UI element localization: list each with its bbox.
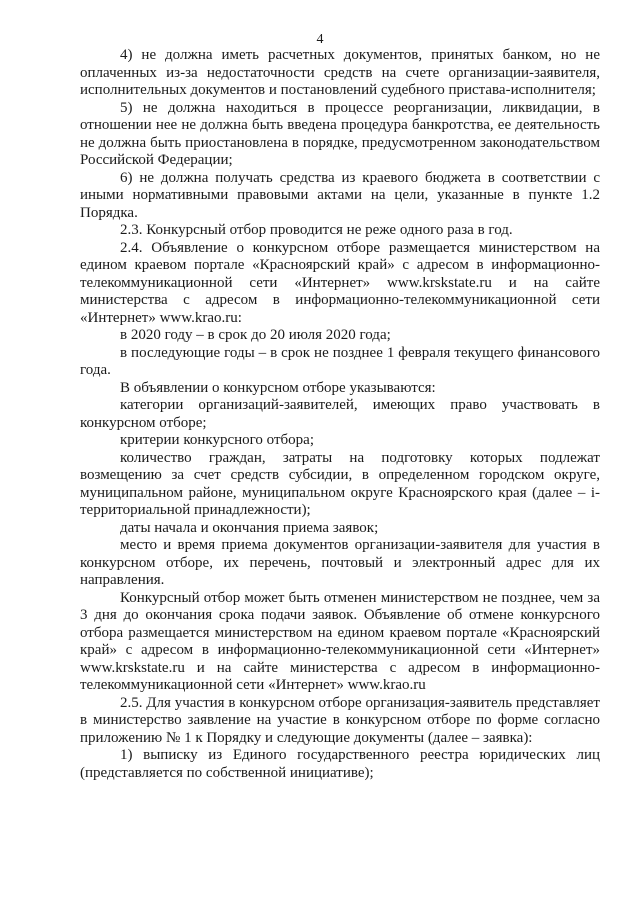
document-body xyxy=(80,47,600,782)
paragraph-place-and-time: место и время приема документов организации-заявителя для участия в конкурсном отборе, их перечень, почтовый и электронный адрес для их направления. xyxy=(80,537,600,588)
paragraph-deadline-2020: в 2020 году – в срок до 20 июля 2020 года; xyxy=(120,327,391,343)
paragraph-cancellation: Конкурсный отбор может быть отменен министерством не позднее, чем за 3 дня до окончания срока подачи заявок. Объявление об отмене конкурсного отбора размещается министерством на едином краевом портале «Красноярский край» с адресом в информационно-телекоммуникационной сети «Интернет» www.krskstate.ru и на сайте министерства с адресом в информационно-телекоммуникационной сети «Интернет» www.krao.ru xyxy=(80,589,600,693)
paragraph-deadline-following-years: в последующие годы – в срок не позднее 1 февраля текущего финансового года. xyxy=(80,344,600,378)
paragraph-application-dates: даты начала и окончания приема заявок; xyxy=(120,519,379,536)
paragraph-2-5: 2.5. Для участия в конкурсном отборе организация-заявитель представляет в министерство заявление на участие в конкурсном отборе по форме согласно приложению № 1 к Порядку и следующие документы (далее – заявка): xyxy=(80,694,600,746)
paragraph-number-of-citizens: количество граждан, затраты на подготовку которых подлежат возмещению за счет средств субсидии, в определенном городском округе, муниципальном районе, муниципальном округе Красноярского края (далее – i-территориальной принадлежности); xyxy=(80,449,600,518)
paragraph-2-3: 2.3. Конкурсный отбор проводится не реже одного раза в год. xyxy=(120,222,513,238)
paragraph-item-5: 5) не должна находиться в процессе реорганизации, ликвидации, в отношении нее не должна быть введена процедура банкротства, ее деятельность не должна быть приостановлена в порядке, предусмотренном законодательством Российской Федерации; xyxy=(80,99,600,168)
page-number: 4 xyxy=(316,32,324,47)
paragraph-announcement-contents: В объявлении о конкурсном отборе указываются: xyxy=(120,379,436,396)
paragraph-applicant-categories: категории организаций-заявителей, имеющих право участвовать в конкурсном отборе; xyxy=(80,397,600,431)
paragraph-item-4: 4) не должна иметь расчетных документов, принятых банком, но не оплаченных из-за недостаточности средств на счете организации-заявителя, исполнительных документов и постановлений судебного пристава-исполнителя; xyxy=(80,47,600,98)
paragraph-item-6: 6) не должна получать средства из краевого бюджета в соответствии с иными нормативными правовыми актами на цели, указанные в пункте 1.2 Порядка. xyxy=(80,169,600,221)
paragraph-2-4: 2.4. Объявление о конкурсном отборе размещается министерством на едином краевом портале «Красноярский край» с адресом в информационно-телекоммуникационной сети «Интернет» www.krskstate.ru и на сайте министерства с адресом в информационно-телекоммуникационной сети «Интернет» www.krao.ru: xyxy=(80,239,600,326)
paragraph-item-1-extract: 1) выписку из Единого государственного реестра юридических лиц (представляется по собственной инициативе); xyxy=(80,747,600,781)
paragraph-selection-criteria: критерии конкурсного отбора; xyxy=(120,432,314,448)
